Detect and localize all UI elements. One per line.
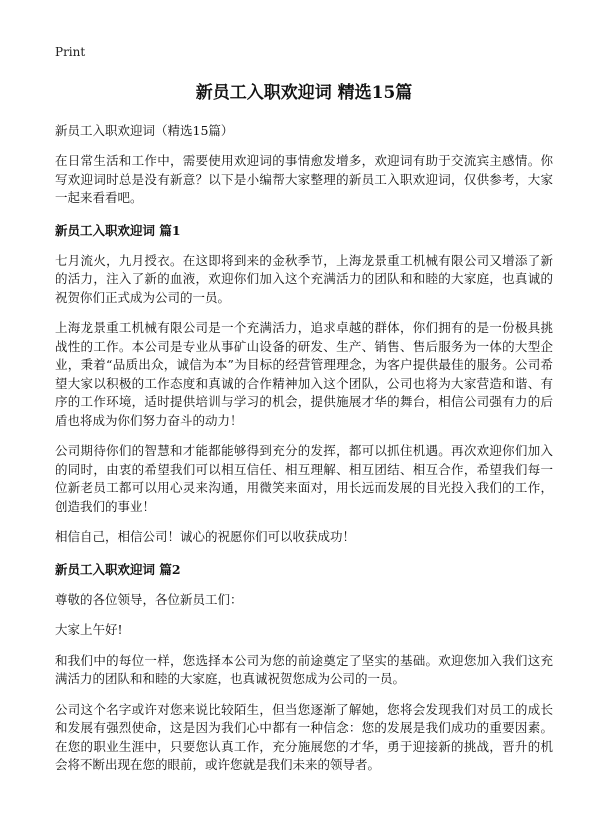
document-title: 新员工入职欢迎词 精选15篇 xyxy=(195,83,413,103)
document-subtitle: 新员工入职欢迎词（精选15篇） xyxy=(55,123,234,138)
section2-paragraph: 公司这个名字或许对您来说比较陌生，但当您逐渐了解她，您将会发现我们对员工的成长和发展有强烈使命，这是因为我们心中都有一种信念：您的发展是我们成功的重要因素。在您的职业生涯中，只要您认真工作，充分施展您的才华，勇于迎接新的挑战，晋升的机会将不断出现在您的眼前，或许您就是我们未来的领导者。 xyxy=(55,701,553,772)
section2-paragraph: 和我们中的每位一样，您选择本公司为您的前途奠定了坚实的基础。欢迎您加入我们这充满活力的团队和和睦的大家庭，也真诚祝贺您成为公司的一员。 xyxy=(55,652,553,686)
section1-paragraph: 上海龙景重工机械有限公司是一个充满活力，追求卓越的群体，你们拥有的是一份极具挑战性的工作。本公司是专业从事矿山设备的研发、生产、销售、售后服务为一体的大型企业，秉着“品质出众，诚信为本”为目标的经营管理理念，为客户提供最佳的服务。公司希望大家以积极的工作态度和真诚的合作精神加入这个团队，公司也将为大家营造和谐、有序的工作环境，适时提供培训与学习的机会，提供施展才华的舞台，相信公司强有力的后盾也将成为你们努力奋斗的动力！ xyxy=(55,320,553,428)
section1-paragraph: 公司期待你们的智慧和才能都能够得到充分的发挥，都可以抓住机遇。再次欢迎你们加入的同时，由衷的希望我们可以相互信任、相互理解、相互团结、相互合作，希望我们每一位新老员工都可以用心灵来沟通，用微笑来面对，用长远而发展的目光投入我们的工作，创造我们的事业！ xyxy=(55,443,553,514)
section2-paragraph: 尊敬的各位领导，各位新员工们： xyxy=(55,591,243,607)
section-heading-2: 新员工入职欢迎词 篇2 xyxy=(55,561,181,577)
section-heading-1: 新员工入职欢迎词 篇1 xyxy=(55,222,181,238)
section2-paragraph: 大家上午好! xyxy=(55,622,123,637)
intro-paragraph: 在日常生活和工作中，需要使用欢迎词的事情愈发增多，欢迎词有助于交流宾主感情。你写欢迎词时总是没有新意？以下是小编帮大家整理的新员工入职欢迎词，仅供参考，大家一起来看看吧。 xyxy=(55,153,553,205)
section1-paragraph: 相信自己，相信公司！诚心的祝愿你们可以收获成功！ xyxy=(55,529,356,544)
print-link[interactable]: Print xyxy=(55,45,86,59)
section1-paragraph: 七月流火，九月授衣。在这即将到来的金秋季节，上海龙景重工机械有限公司又增添了新的活力，注入了新的血液，欢迎你们加入这个充满活力的团队和和睦的大家庭，也真诚的祝贺你们正式成为公司的一员。 xyxy=(55,252,553,305)
document-page xyxy=(55,44,553,787)
